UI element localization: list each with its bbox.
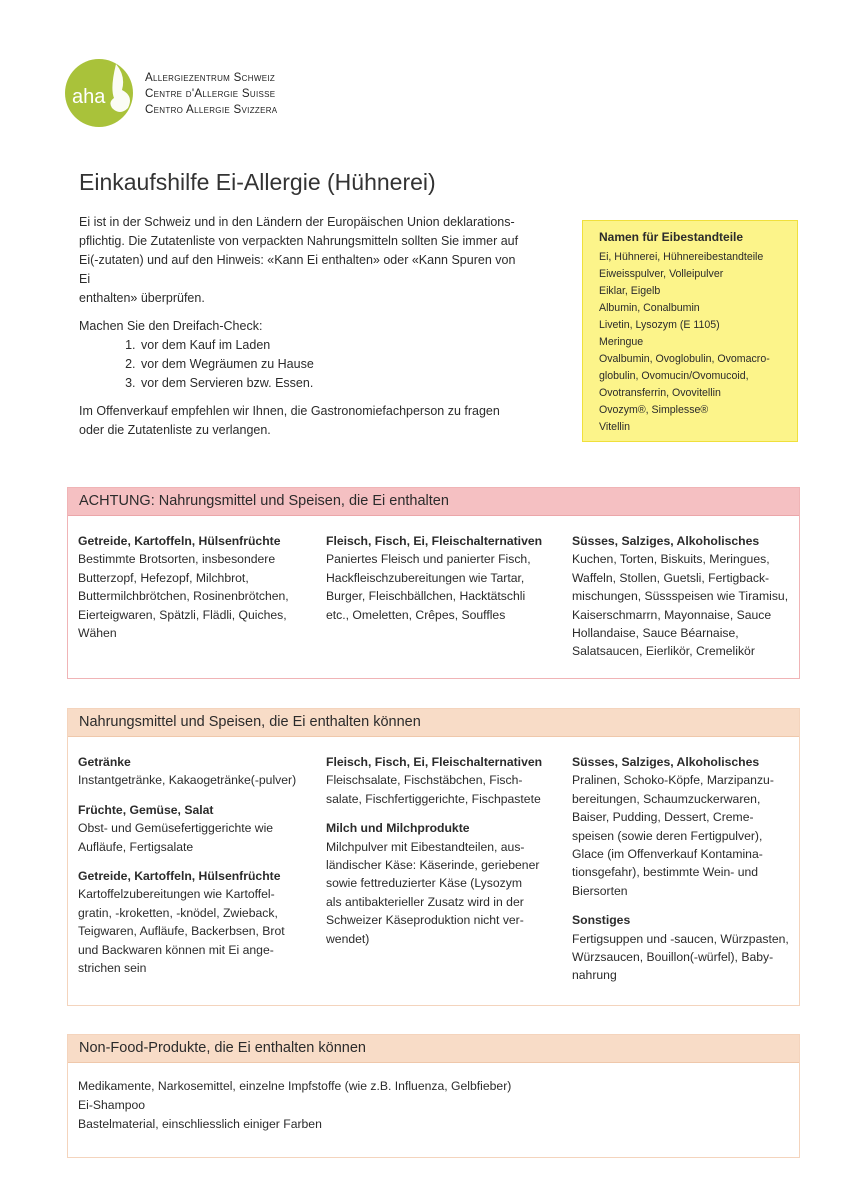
intro-line: Im Offenverkauf empfehlen wir Ihnen, die Gastronomiefachperson zu fragen <box>79 404 500 418</box>
text-line: Medikamente, Narkosemittel, einzelne Impfstoffe (wie z.B. Influenza, Gelbfieber) <box>78 1079 512 1093</box>
org-line-it: Centro Allergie Svizzera <box>145 103 278 116</box>
page-title: Einkaufshilfe Ei-Allergie (Hühnerei) <box>79 169 436 195</box>
column-sweets <box>572 532 804 661</box>
non-food-list <box>78 1077 511 1134</box>
intro-line: Ei(-zutaten) und auf den Hinweis: «Kann Ei enthalten» oder «Kann Spuren von Ei <box>79 253 516 286</box>
egg-name-line: Eiweisspulver, Volleipulver <box>599 268 724 280</box>
category-block <box>78 867 310 977</box>
text-line: Milchpulver mit Eibestandteilen, aus- <box>326 839 525 854</box>
text-line: Wähen <box>78 626 117 641</box>
text-line: Salatsaucen, Eierlikör, Cremelikör <box>572 644 755 659</box>
intro-line: enthalten» überprüfen. <box>79 291 205 305</box>
category-block <box>572 753 804 900</box>
org-line-fr: Centre d'Allergie Suisse <box>145 87 276 100</box>
text-line: Fertigsuppen und -saucen, Würzpasten, <box>572 931 789 946</box>
text-line: bereitungen, Schaumzuckerwaren, <box>572 791 761 806</box>
text-line: Biersorten <box>572 883 628 898</box>
egg-name-line: Meringue <box>599 336 644 348</box>
section-contains-egg <box>67 487 800 679</box>
intro-paragraph-1 <box>79 213 529 308</box>
text-line: ländischer Käse: Käserinde, geriebener <box>326 858 540 873</box>
check-step: 2. vor dem Wegräumen zu Hause <box>139 355 529 374</box>
text-line: Kuchen, Torten, Biskuits, Meringues, <box>572 552 770 567</box>
text-line: und Backwaren können mit Ei ange- <box>78 942 274 957</box>
text-line: Pralinen, Schoko-Köpfe, Marzipanzu- <box>572 773 774 788</box>
logo-text: aha <box>72 86 106 108</box>
text-line: Kaiserschmarrn, Mayonnaise, Sauce <box>572 607 772 622</box>
text-line: Hollandaise, Sauce Béarnaise, <box>572 626 739 641</box>
section-title: ACHTUNG: Nahrungsmittel und Speisen, die Ei enthalten <box>68 488 799 516</box>
egg-name-line: Ovozym®, Simplesse® <box>599 404 709 416</box>
category-block <box>326 753 558 808</box>
section-title: Non-Food-Produkte, die Ei enthalten können <box>68 1035 799 1063</box>
column-heading: Sonstiges <box>572 913 631 928</box>
column-heading: Milch und Milchprodukte <box>326 821 470 836</box>
text-line: etc., Omeletten, Crêpes, Souffles <box>326 607 506 622</box>
column-heading: Süsses, Salziges, Alkoholisches <box>572 534 760 548</box>
column-heading: Früchte, Gemüse, Salat <box>78 802 214 817</box>
text-line: Instantgetränke, Kakaogetränke(-pulver) <box>78 773 297 788</box>
egg-name-line: Ovalbumin, Ovoglobulin, Ovomacro- <box>599 353 770 365</box>
category-block <box>572 911 804 985</box>
check-step: 3. vor dem Servieren bzw. Essen. <box>139 374 529 393</box>
text-line: Waffeln, Stollen, Guetsli, Fertigback- <box>572 570 770 585</box>
category-block <box>326 819 558 948</box>
text-line: Teigwaren, Aufläufe, Backerbsen, Brot <box>78 924 285 939</box>
org-line-de: Allergiezentrum Schweiz <box>145 71 276 84</box>
text-line: Bastelmaterial, einschliesslich einiger Farben <box>78 1117 322 1131</box>
text-line: Glace (im Offenverkauf Kontamina- <box>572 847 763 862</box>
text-line: Obst- und Gemüsefertiggerichte wie <box>78 821 274 836</box>
text-line: tionsgefahr), bestimmte Wein- und <box>572 865 759 880</box>
text-line: Kartoffelzubereitungen wie Kartoffel- <box>78 887 275 902</box>
section-non-food <box>67 1034 800 1158</box>
egg-name-line: Ovotransferrin, Ovovitellin <box>599 387 721 399</box>
column-heading: Getränke <box>78 755 131 769</box>
text-line: Bestimmte Brotsorten, insbesondere <box>78 552 276 567</box>
column-meat <box>326 532 558 624</box>
text-line: Buttermilchbrötchen, Rosinenbrötchen, <box>78 589 289 604</box>
column-heading: Süsses, Salziges, Alkoholisches <box>572 755 760 769</box>
text-line: wendet) <box>326 931 370 946</box>
text-line: Hackfleischzubereitungen wie Tartar, <box>326 570 525 585</box>
text-line: nahrung <box>572 968 617 983</box>
intro-line: oder die Zutatenliste zu verlangen. <box>79 423 271 437</box>
organization-name <box>145 70 277 118</box>
text-line: Eierteigwaren, Spätzli, Flädli, Quiches, <box>78 607 287 622</box>
category-block <box>78 801 310 856</box>
intro-line: pflichtig. Die Zutatenliste von verpackten Nahrungsmitteln sollten Sie immer auf <box>79 234 519 248</box>
category-block <box>78 753 310 790</box>
egg-name-line: Albumin, Conalbumin <box>599 302 700 314</box>
section-may-contain-egg <box>67 708 800 1006</box>
text-line: Schweizer Käseproduktion nicht ver- <box>326 913 524 928</box>
text-line: speisen (sowie deren Fertigpulver), <box>572 828 763 843</box>
column-heading: Fleisch, Fisch, Ei, Fleischalternativen <box>326 755 543 769</box>
text-line: Butterzopf, Hefezopf, Milchbrot, <box>78 570 249 585</box>
column-1 <box>78 753 310 988</box>
text-line: Ei-Shampoo <box>78 1098 146 1112</box>
column-heading: Fleisch, Fisch, Ei, Fleischalternativen <box>326 534 543 548</box>
intro-text <box>79 213 529 449</box>
egg-name-line: Ei, Hühnerei, Hühnereibestandteile <box>599 251 764 263</box>
egg-name-line: Vitellin <box>599 421 631 433</box>
check-steps <box>79 336 529 393</box>
text-line: sowie fettreduzierter Käse (Lysozym <box>326 876 522 891</box>
text-line: Fleischsalate, Fischstäbchen, Fisch- <box>326 773 523 788</box>
section-title: Nahrungsmittel und Speisen, die Ei enthalten können <box>68 709 799 737</box>
column-3 <box>572 753 804 996</box>
intro-paragraph-3 <box>79 402 529 440</box>
egg-name-line: globulin, Ovomucin/Ovomucoid, <box>599 370 749 382</box>
egg-names-box <box>582 220 798 442</box>
text-line: als antibakterieller Zusatz wird in der <box>326 894 524 909</box>
text-line: Aufläufe, Fertigsalate <box>78 839 194 854</box>
aha-logo <box>64 58 134 128</box>
intro-line: Ei ist in der Schweiz und in den Ländern der Europäischen Union deklarations- <box>79 215 515 229</box>
text-line: mischungen, Süssspeisen wie Tiramisu, <box>572 589 789 604</box>
egg-name-line: Eiklar, Eigelb <box>599 285 661 297</box>
text-line: Würzsaucen, Bouillon(-würfel), Baby- <box>572 950 774 965</box>
text-line: gratin, -kroketten, -knödel, Zwieback, <box>78 905 278 920</box>
column-cereals <box>78 532 310 642</box>
egg-name-line: Livetin, Lysozym (E 1105) <box>599 319 720 331</box>
check-step: 1. vor dem Kauf im Laden <box>139 336 529 355</box>
text-line: Baiser, Pudding, Dessert, Creme- <box>572 810 754 825</box>
text-line: Paniertes Fleisch und panierter Fisch, <box>326 552 531 567</box>
check-heading: Machen Sie den Dreifach-Check: <box>79 319 263 333</box>
egg-names-title: Namen für Eibestandteile <box>599 230 744 244</box>
text-line: Burger, Fleischbällchen, Hacktätschli <box>326 589 526 604</box>
column-2 <box>326 753 558 959</box>
column-heading: Getreide, Kartoffeln, Hülsenfrüchte <box>78 534 281 548</box>
text-line: salate, Fischfertiggerichte, Fischpastete <box>326 791 541 806</box>
text-line: strichen sein <box>78 961 147 976</box>
column-heading: Getreide, Kartoffeln, Hülsenfrüchte <box>78 869 281 884</box>
